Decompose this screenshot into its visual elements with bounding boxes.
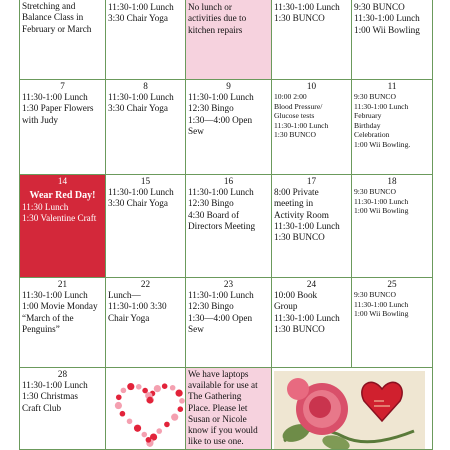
calendar-cell <box>106 0 186 80</box>
rose-petal <box>127 418 133 424</box>
event-line: No lunch or <box>188 2 232 13</box>
day-number: 8 <box>143 81 148 91</box>
calendar-cell <box>352 175 433 278</box>
rose-petal <box>154 385 161 392</box>
event-line: Directors Meeting <box>188 220 256 231</box>
rose-petal <box>179 398 185 404</box>
event-line: know if you would <box>188 425 258 436</box>
calendar-cell <box>186 175 272 278</box>
calendar-cell <box>20 175 106 278</box>
day-number: 18 <box>387 176 397 186</box>
calendar-cell <box>272 278 352 368</box>
day-number: 11 <box>387 81 397 91</box>
event-line: 1:30 BUNCO <box>274 13 325 24</box>
rose-petal <box>134 425 141 432</box>
event-line: like to use one. <box>188 436 244 447</box>
event-line: 11:30-1:00 Lunch <box>188 290 254 301</box>
rose-petal <box>147 397 153 403</box>
event-line: Celebration <box>354 130 390 140</box>
event-line: 1:00 Wii Bowling <box>354 24 420 35</box>
calendar-cell <box>186 80 272 175</box>
event-line: Blood Pressure/ <box>274 101 323 111</box>
rose-petal <box>136 384 142 390</box>
event-line: 11:30-1:00 Lunch <box>188 187 254 198</box>
event-line: 11:30-1:00 Lunch <box>108 92 174 103</box>
event-line: 10:00 Book <box>274 290 318 301</box>
event-line: Birthday <box>354 120 381 130</box>
event-line: Wear Red Day! <box>29 190 96 202</box>
rose-petal <box>127 383 134 390</box>
event-line: 4:30 Board of <box>188 209 240 220</box>
event-line: Penguins” <box>22 323 60 334</box>
calendar-cell <box>272 175 352 278</box>
event-line: 8:00 Private <box>274 187 319 198</box>
event-line: 1:30 BUNCO <box>274 232 325 243</box>
rose-petal <box>116 394 122 400</box>
calendar-cell <box>352 80 433 175</box>
event-line: 11:30-1:00 Lunch <box>274 2 340 13</box>
day-number: 22 <box>140 279 151 289</box>
event-line: Stretching and <box>22 1 76 12</box>
calendar-cell <box>272 368 433 450</box>
event-line: February <box>354 111 382 121</box>
rose-petal <box>178 406 184 412</box>
event-line: with Judy <box>22 114 58 125</box>
rose-petal <box>162 383 168 389</box>
event-line: Place. Please let <box>188 402 248 413</box>
event-line: Activity Room <box>274 209 329 220</box>
event-line: Chair Yoga <box>108 312 150 323</box>
event-line: 9:30 BUNCO <box>354 290 396 299</box>
day-number: 14 <box>57 176 68 186</box>
event-line: 9:30 BUNCO <box>354 2 405 13</box>
calendar-cell <box>272 0 352 80</box>
event-line: 3:30 Chair Yoga <box>108 103 168 114</box>
event-line: We have laptops <box>188 369 249 379</box>
day-number: 25 <box>387 279 397 289</box>
event-line: 11:30-1:00 Lunch <box>354 196 409 206</box>
calendar-cell <box>186 278 272 368</box>
rose-petal <box>171 414 178 421</box>
rose-petal <box>120 411 126 417</box>
day-number: 15 <box>140 176 151 186</box>
rose-petal <box>121 388 127 394</box>
event-line: Lunch— <box>108 290 141 301</box>
calendar-cell <box>272 80 352 175</box>
event-line: 1:00 Movie Monday <box>22 301 98 312</box>
event-line: February or March <box>22 23 92 34</box>
event-line: 11:30-1:00 Lunch <box>354 101 409 111</box>
day-number: 24 <box>306 279 317 289</box>
event-line: 11:30-1:00 Lunch <box>354 13 420 24</box>
event-line: 1:00 Wii Bowling. <box>354 139 411 149</box>
event-line: 10:00 2:00 <box>274 92 307 101</box>
rose-petal <box>164 422 170 428</box>
day-number: 17 <box>306 176 317 186</box>
event-line: 12:30 Bingo <box>188 103 234 114</box>
calendar-cell <box>186 368 272 450</box>
event-line: Susan or Nicole <box>188 413 247 424</box>
event-line: 9:30 BUNCO <box>354 92 396 101</box>
event-line: 3:30 Chair Yoga <box>108 198 168 209</box>
event-line: 1:30 BUNCO <box>274 323 325 334</box>
rose-petal <box>141 432 147 438</box>
event-line: kitchen repairs <box>188 24 243 35</box>
day-number: 21 <box>57 279 68 289</box>
calendar-cell <box>106 80 186 175</box>
calendar-cell <box>352 0 433 80</box>
rose-petal <box>175 390 182 397</box>
day-number: 23 <box>223 279 234 289</box>
event-line: 11:30 Lunch <box>22 202 69 213</box>
day-number: 10 <box>306 81 317 91</box>
vintage-valentine-image <box>274 371 425 450</box>
calendar-cell <box>20 278 106 368</box>
event-line: 1:30—4:00 Open <box>188 114 253 125</box>
event-line: 3:30 Chair Yoga <box>108 13 168 24</box>
calendar-cell <box>106 175 186 278</box>
event-line: available for use at <box>188 380 258 391</box>
calendar-cell <box>20 368 106 450</box>
grid-left-border <box>19 0 20 450</box>
event-line: 11:30-1:00 Lunch <box>22 92 88 103</box>
day-number: 28 <box>57 369 68 379</box>
event-line: meeting in <box>274 198 314 209</box>
event-line: “March of the <box>22 312 74 323</box>
calendar-cell <box>106 368 186 450</box>
calendar-cell <box>352 278 433 368</box>
event-line: Craft Club <box>22 402 62 413</box>
event-line: 11:30-1:00 Lunch <box>274 312 340 323</box>
event-line: The Gathering <box>188 391 242 402</box>
day-number: 7 <box>60 81 65 91</box>
event-line: 1:30 Christmas <box>22 391 78 402</box>
event-line: 11:30-1:00 Lunch <box>108 2 174 13</box>
event-line: Sew <box>188 323 204 334</box>
event-line: 12:30 Bingo <box>188 301 234 312</box>
heart-of-roses-image <box>110 368 186 450</box>
calendar-cell <box>20 0 106 80</box>
event-line: Glucose tests <box>274 111 315 121</box>
event-line: 11:30-1:00 Lunch <box>188 92 254 103</box>
calendar-cell <box>106 278 186 368</box>
rose-petal <box>146 437 152 443</box>
day-number: 16 <box>223 176 234 186</box>
event-line: 11:30-1:00 Lunch <box>108 187 174 198</box>
event-line: 1:30 Paper Flowers <box>22 103 94 114</box>
event-line: 1:30 Valentine Craft <box>22 213 97 224</box>
event-line: Group <box>274 301 298 312</box>
event-line: 12:30 Bingo <box>188 198 234 209</box>
event-line: 11:30-1:00 Lunch <box>22 290 88 301</box>
event-line: Sew <box>188 125 204 136</box>
event-line: 11:30-1:00 Lunch <box>354 299 409 309</box>
event-line: 11:30-1:00 3:30 <box>108 301 167 312</box>
day-number: 9 <box>226 81 231 91</box>
calendar-cell <box>20 80 106 175</box>
event-line: Balance Class in <box>22 12 84 23</box>
rose-petal <box>156 428 162 434</box>
event-line: 1:00 Wii Bowling <box>354 309 409 319</box>
event-line: 11:30-1:00 Lunch <box>274 120 329 130</box>
calendar-cell <box>186 0 272 80</box>
event-line: 1:30 BUNCO <box>274 130 316 140</box>
rose-card-illustration <box>274 371 424 450</box>
rose-petal <box>115 402 122 409</box>
rose-petal <box>170 385 176 391</box>
event-line: 9:30 BUNCO <box>354 187 396 196</box>
event-line: 11:30-1:00 Lunch <box>22 380 88 391</box>
event-line: activities due to <box>188 13 247 24</box>
event-line: 1:00 Wii Bowling <box>354 206 409 216</box>
event-line: 1:30—4:00 Open <box>188 312 253 323</box>
event-line: 11:30-1:00 Lunch <box>274 220 340 231</box>
